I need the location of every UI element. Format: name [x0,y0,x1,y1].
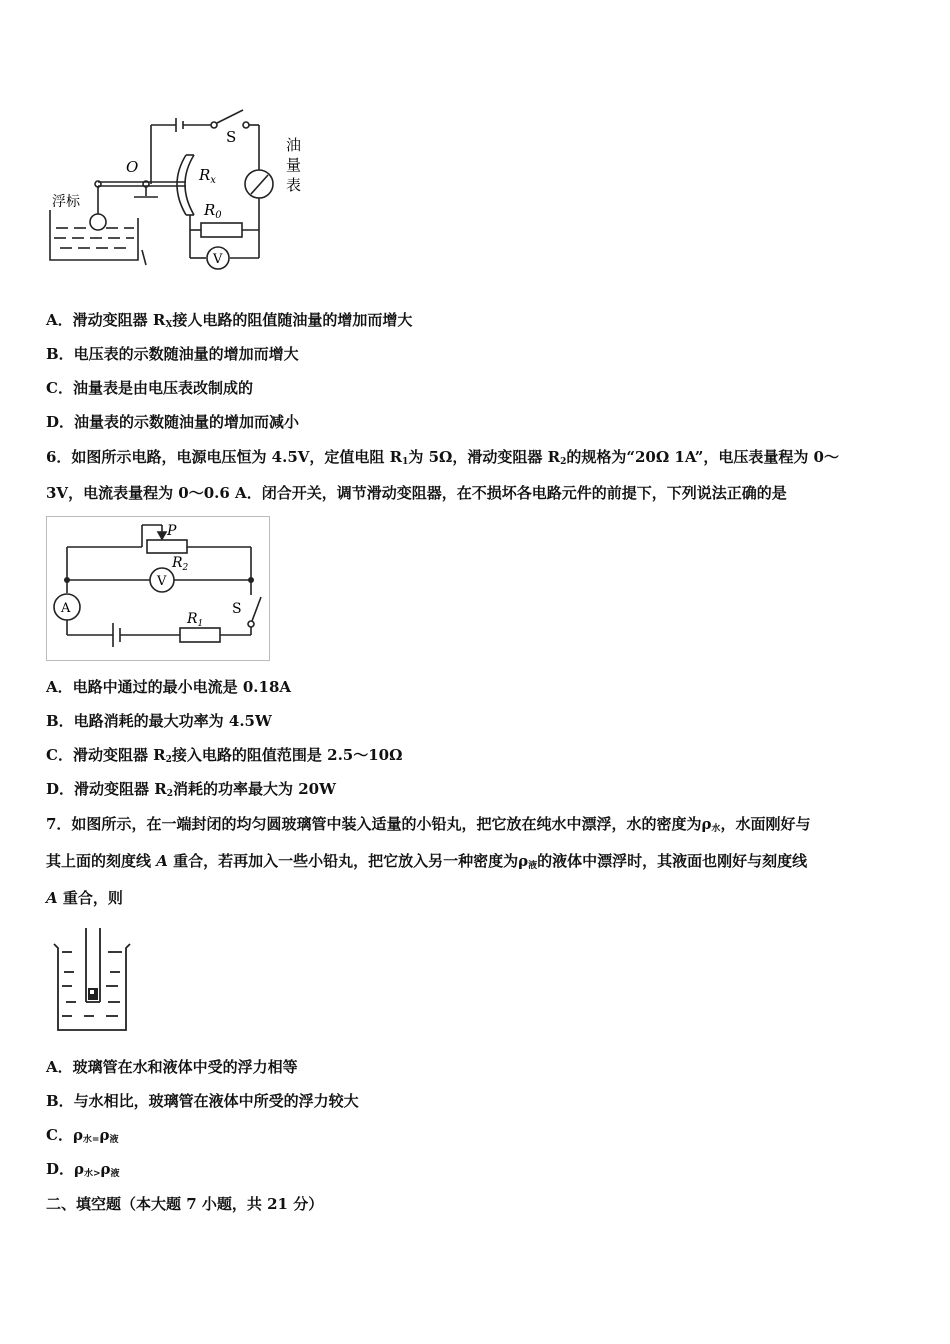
oil-gauge-circuit-figure [46,100,316,275]
q5-option-a: A．滑动变阻器 $R_X$接人电路的阻值随油量的增加而增大 [46,311,413,330]
q7-option-c: C．$\rho_{水=}\rho_液$ [46,1126,119,1145]
q7-stem-line1: 7．如图所示，在一端封闭的均匀圆玻璃管中装入适量的小铅丸，把它放在纯水中漂浮，水的密度为$\rho_水$，水面刚好与 [46,815,811,834]
r2-label: R [172,555,183,571]
q7-option-a: A．玻璃管在水和液体中受的浮力相等 [46,1058,298,1076]
q5-option-b: B．电压表的示数随油量的增加而增大 [46,345,299,363]
pivot-label: O [126,158,139,176]
oil-gauge-char-2: 量 [286,156,302,174]
r1-label: R [187,611,198,627]
q7-stem-line3: A 重合，则 [46,889,123,907]
r2-label-sub: 2 [182,563,189,573]
q6-option-a: A．电路中通过的最小电流是 0.18A [46,678,292,696]
glass-tube-beaker-figure [50,926,140,1038]
q5-option-d: D．油量表的示数随油量的增加而减小 [46,413,300,431]
float-label: 浮标 [52,194,80,210]
q5-option-c: C．油量表是由电压表改制成的 [46,379,253,397]
q6-option-d: D．滑动变阻器 $R_2$消耗的功率最大为 20W [46,780,336,799]
q7-option-b: B．与水相比，玻璃管在液体中所受的浮力较大 [46,1092,359,1110]
r0-label: R [204,201,216,219]
r1-label-sub: 1 [197,619,204,629]
q7-option-d: D．$\rho_{水>}\rho_液$ [46,1160,120,1179]
q6-circuit-figure [46,516,270,661]
voltmeter-label: V [157,574,167,589]
q6-option-b: B．电路消耗的最大功率为 4.5W [46,712,272,730]
r0-label-sub: 0 [215,210,222,221]
svg-text:Rx [198,166,216,186]
switch-label: S [226,128,237,146]
svg-text:R2 [171,555,189,573]
q6-option-c: C．滑动变阻器 $R_2$接入电路的阻值范围是 2.5～10Ω [46,746,403,765]
rx-label: R [199,166,211,184]
oil-gauge-char-1: 油 [286,136,302,154]
q6-stem-line2: 3V，电流表量程为 0～0.6 A．闭合开关，调节滑动变阻器，在不损坏各电路元件的前提下，下列说法正确的是 [46,484,787,502]
switch-label: S [232,601,242,617]
rx-label-sub: x [210,175,216,186]
svg-text:R0 [203,201,222,221]
q7-stem-line2: 其上面的刻度线 A 重合，若再加入一些小铅丸，把它放入另一种密度为$\rho_液$的液体中漂浮时，其液面也刚好与刻度线 [46,852,808,871]
svg-text:R1 [186,611,203,629]
slider-p-label: P [167,523,177,539]
oil-gauge-char-3: 表 [286,176,302,194]
q6-stem-line1: 6．如图所示电路，电源电压恒为 4.5V，定值电阻 $R_1$为 5Ω，滑动变阻器 $R_2$的规格为“20Ω 1A”，电压表量程为 0～ [46,448,839,467]
ammeter-label: A [61,601,71,616]
voltmeter-label: V [213,252,223,267]
section-heading-fill-in: 二、填空题（本大题 7 小题，共 21 分） [46,1195,324,1213]
